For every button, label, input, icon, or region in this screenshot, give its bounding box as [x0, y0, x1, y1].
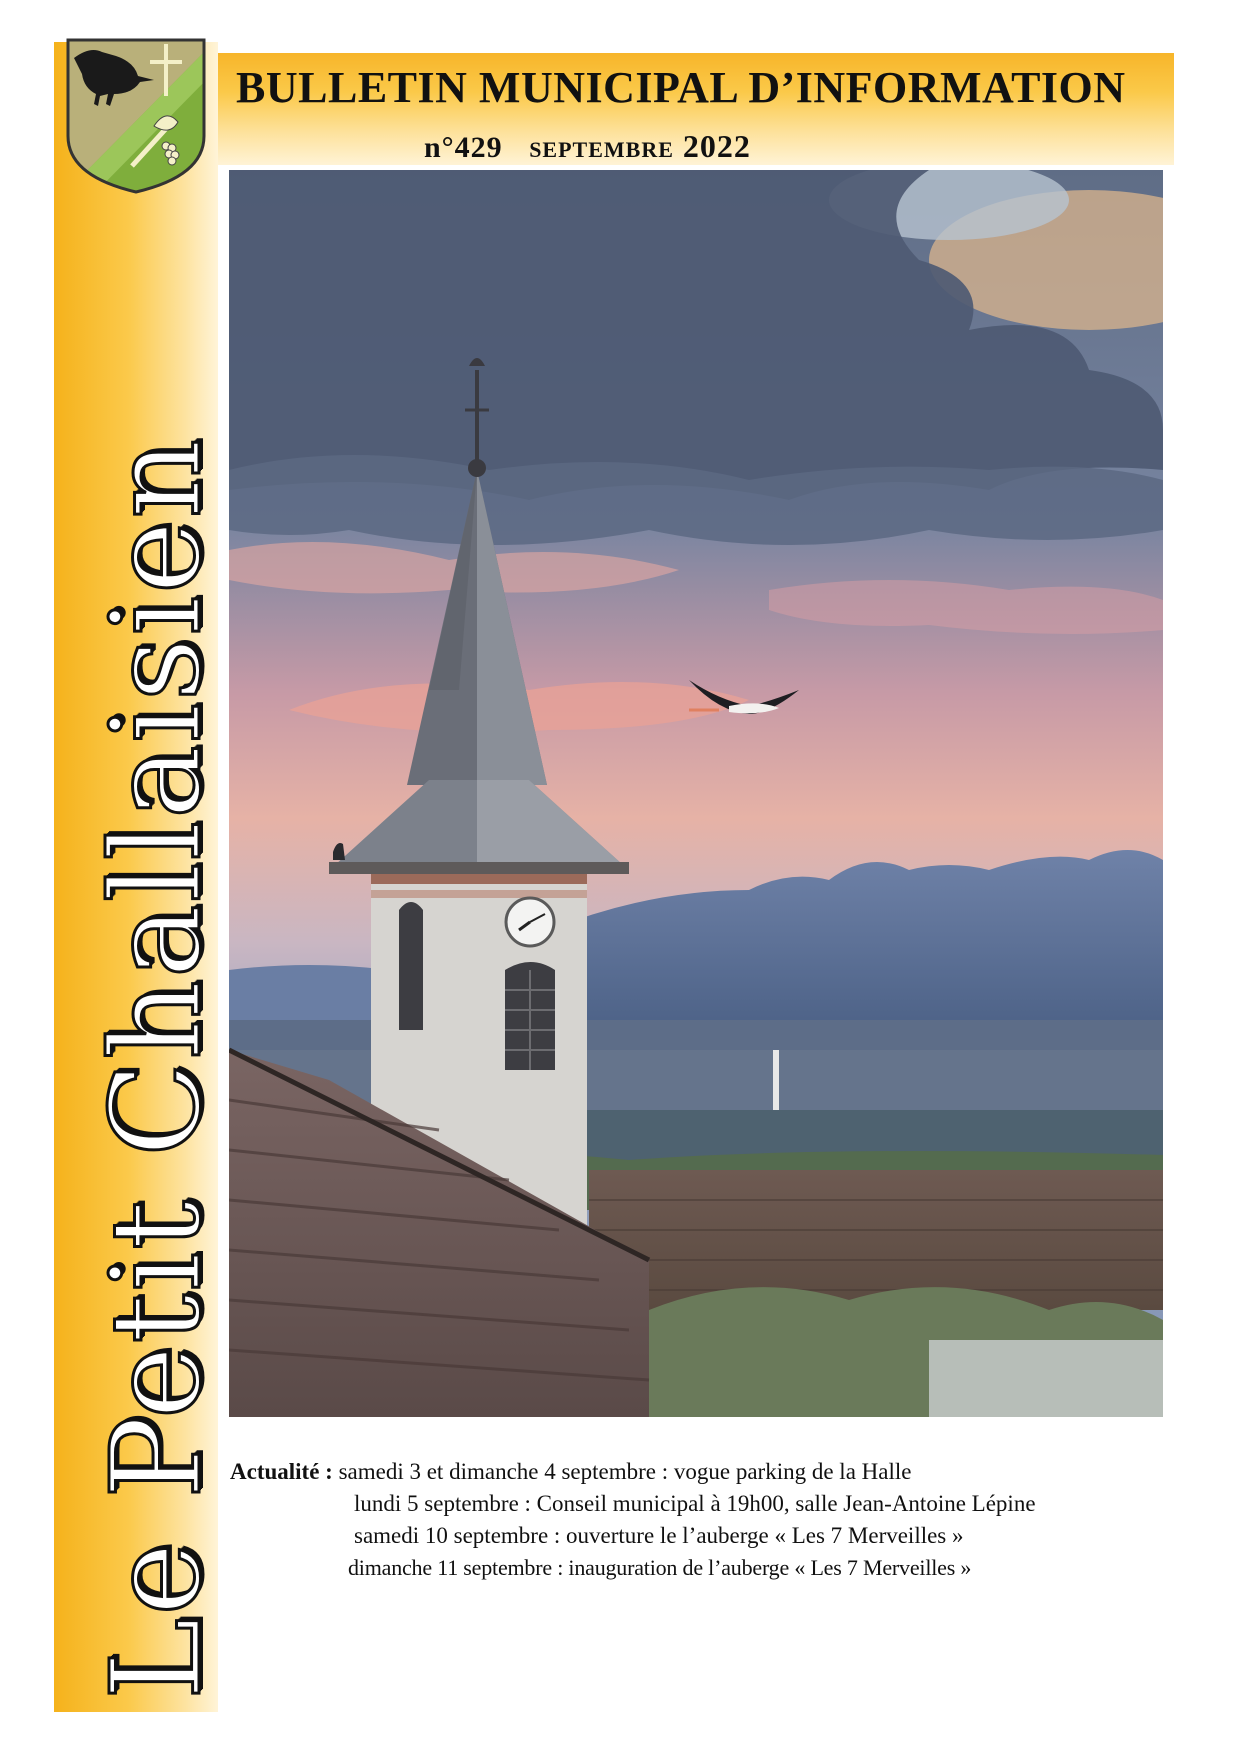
issue-date: septembre 2022 [529, 128, 751, 164]
bulletin-title: BULLETIN MUNICIPAL D’INFORMATION [236, 63, 1126, 112]
news-item: dimanche 11 septembre : inauguration de l’auberge « Les 7 Merveilles » [348, 1555, 972, 1580]
issue-line [424, 128, 751, 165]
news-label: Actualité : [230, 1459, 333, 1484]
news-row-4 [348, 1552, 971, 1584]
coat-of-arms-icon [62, 36, 210, 196]
news-item: lundi 5 septembre : Conseil municipal à 19h00, salle Jean-Antoine Lépine [354, 1491, 1036, 1516]
issue-number: n°429 [424, 131, 503, 164]
news-item: samedi 3 et dimanche 4 septembre : vogue parking de la Halle [338, 1459, 912, 1484]
cover-photo [229, 170, 1163, 1417]
news-item: samedi 10 septembre : ouverture le l’auberge « Les 7 Merveilles » [354, 1523, 964, 1548]
news-row-3 [354, 1520, 964, 1552]
news-row-1 [230, 1456, 911, 1488]
news-row-2 [354, 1488, 1036, 1520]
newsletter-title-vertical: Le Petit Challaisien [85, 436, 229, 1700]
